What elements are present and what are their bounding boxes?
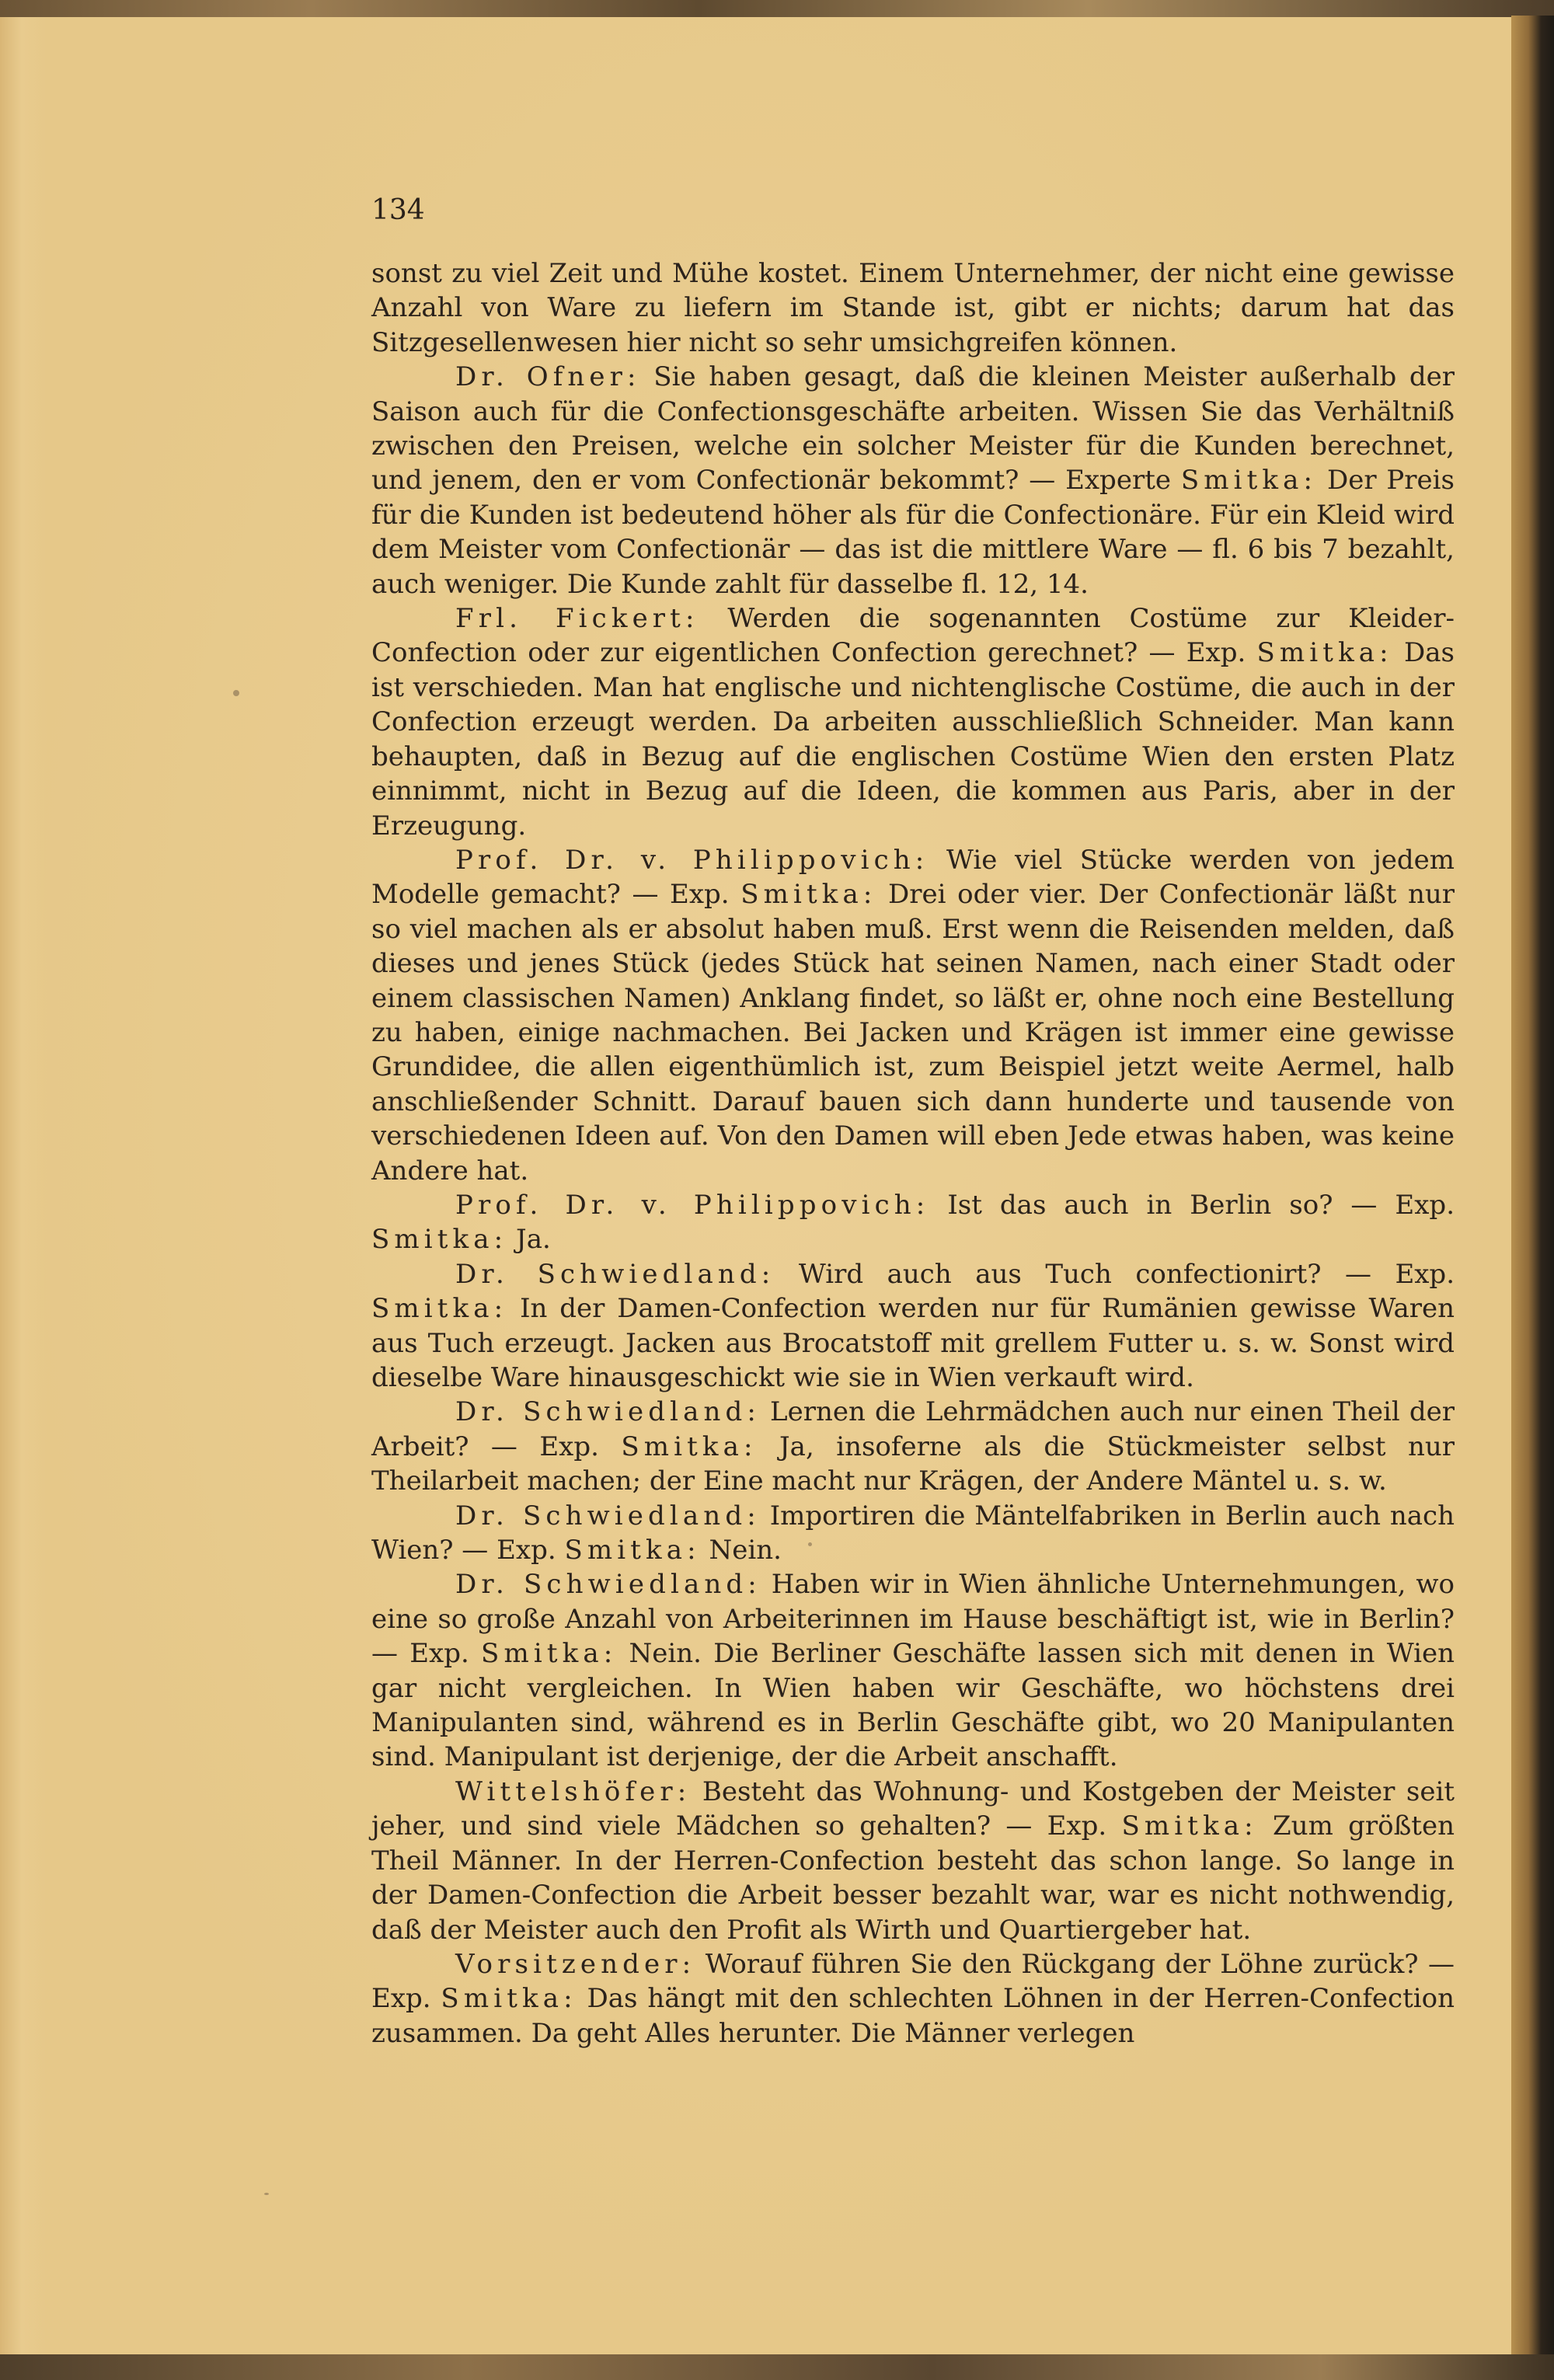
paragraph-text: Zum größten Theil Männer. In der Herren-Confection besteht das schon lange. So lange in der Damen-Confection die Arbeit besser bezahlt war, war es nicht nothwendig, daß der Meister auch den Profit als Wirth und Quartiergeber hat.: [371, 1810, 1455, 1946]
speaker-name: Smitka:: [481, 1638, 618, 1670]
paragraph-text: Worauf führen Sie den Rückgang der Löhne zurück? — Exp.: [371, 1948, 1455, 2015]
speaker-name: Dr. Schwiedland:: [455, 1500, 761, 1531]
speaker-name: Smitka:: [564, 1535, 701, 1566]
speaker-name: Vorsitzender:: [455, 1948, 696, 1980]
paragraph: [371, 256, 1455, 360]
speaker-name: Smitka:: [371, 1293, 508, 1325]
paragraph-text: Ja, insoferne als die Stückmeister selbst nur Theilarbeit machen; der Eine macht nur Krägen, der Andere Mäntel u. s. w.: [371, 1430, 1455, 1497]
paragraph-text: Nein.: [700, 1535, 782, 1566]
speaker-name: Dr. Schwiedland:: [455, 1258, 775, 1290]
speaker-name: Smitka:: [1121, 1810, 1258, 1842]
speaker-name: Dr. Schwiedland:: [455, 1396, 761, 1428]
speaker-name: Smitka:: [1256, 637, 1393, 669]
paragraph: [371, 1188, 1455, 1257]
paragraph-text: Ja.: [507, 1224, 551, 1256]
paragraph: [371, 601, 1455, 843]
paragraph: [371, 1947, 1455, 2051]
paragraph-text: sonst zu viel Zeit und Mühe kostet. Einem Unternehmer, der nicht eine gewisse Anzahl von Ware zu liefern im Stande ist, gibt er nichts; darum hat das Sitzgesellenwesen hier nicht so sehr umsichgreifen können.: [371, 258, 1455, 358]
paragraph-text: Haben wir in Wien ähnliche Unternehmungen, wo eine so große Anzahl von Arbeiterinnen im Hause beschäftigt ist, wie in Berlin? — Exp.: [371, 1569, 1455, 1670]
paragraph: [371, 1257, 1455, 1396]
body-text: [371, 256, 1455, 2051]
paragraph-text: Ist das auch in Berlin so? — Exp.: [929, 1189, 1455, 1221]
paragraph-text: Besteht das Wohnung- und Kostgeben der Meister seit jeher, und sind viele Mädchen so gehalten? — Exp.: [371, 1775, 1455, 1842]
paragraph-text: Wird auch aus Tuch confectionirt? — Exp.: [775, 1258, 1455, 1290]
paragraph-text: Importiren die Mäntelfabriken in Berlin auch nach Wien? — Exp.: [371, 1500, 1455, 1566]
paragraph-text: Lernen die Lehrmädchen auch nur einen Theil der Arbeit? — Exp.: [371, 1396, 1455, 1462]
paragraph-text: Das ist verschieden. Man hat englische und nichtenglische Costüme, die auch in der Confection erzeugt werden. Da arbeiten ausschließlich Schneider. Man kann behaupten, daß in Bezug auf die englischen Costüme Wien den ersten Platz einnimmt, nicht in Bezug auf die Ideen, die kommen aus Paris, aber in der Erzeugung.: [371, 637, 1455, 842]
speaker-name: Smitka:: [441, 1983, 577, 2015]
speaker-name: Smitka:: [621, 1430, 758, 1462]
paper-speck: [264, 2193, 269, 2195]
speaker-name: Wittelshöfer:: [455, 1775, 692, 1807]
paragraph: [371, 1499, 1455, 1568]
paragraph-text: Der Preis für die Kunden ist bedeutend höher als für die Confectionäre. Für ein Kleid wird dem Meister vom Confectionär — das ist die mittlere Ware — fl. 6 bis 7 bezahlt, auch weniger. Die Kunde zahlt für dasselbe fl. 12, 14.: [371, 465, 1455, 600]
paragraph-text: Drei oder vier. Der Confectionär läßt nur so viel machen als er absolut haben muß. Erst wenn die Reisenden melden, daß dieses und jenes Stück (jedes Stück hat seinen Namen, nach einer Stadt oder einem classischen Namen) Anklang findet, so läßt er, ohne noch eine Bestellung zu haben, einige nachmachen. Bei Jacken und Krägen ist immer eine gewisse Grundidee, die allen eigenthümlich ist, zum Beispiel jetzt weite Aermel, halb anschließender Schnitt. Darauf bauen sich dann hunderte und tausende von verschiedenen Ideen auf. Von den Damen will eben Jede etwas haben, was keine Andere hat.: [371, 879, 1455, 1187]
paper-speck: [233, 690, 239, 696]
speaker-name: Dr. Ofner:: [455, 361, 641, 393]
speaker-name: Frl. Fickert:: [455, 603, 699, 635]
page-number: 134: [371, 194, 425, 226]
paragraph-text: Sie haben gesagt, daß die kleinen Meister außerhalb der Saison auch für die Confectionsgeschäfte arbeiten. Wissen Sie das Verhältniß zwischen den Preisen, welche ein solcher Meister für die Kunden berechnet, und jenem, den er vom Confectionär bekommt? — Experte: [371, 361, 1455, 497]
paragraph: [371, 360, 1455, 601]
speaker-name: Prof. Dr. v. Philippovich:: [455, 844, 929, 876]
paragraph: [371, 843, 1455, 1188]
paragraph: [371, 1395, 1455, 1498]
speaker-name: Smitka:: [1180, 465, 1318, 497]
paragraph-text: Wie viel Stücke werden von jedem Modelle gemacht? — Exp.: [371, 844, 1455, 911]
scan-border-bottom: [0, 2354, 1554, 2380]
paragraph-text: Nein. Die Berliner Geschäfte lassen sich mit denen in Wien gar nicht vergleichen. In Wien haben wir Geschäfte, wo höchstens drei Manipulanten sind, während es in Berlin Geschäfte gibt, wo 20 Manipulanten sind. Manipulant ist derjenige, der die Arbeit anschafft.: [371, 1638, 1455, 1773]
paragraph-text: Werden die sogenannten Costüme zur Kleider-Confection oder zur eigentlichen Confection gerechnet? — Exp.: [371, 603, 1455, 669]
speaker-name: Smitka:: [740, 879, 877, 911]
page-edge-shadow: [1511, 16, 1554, 2362]
paragraph-text: In der Damen-Confection werden nur für Rumänien gewisse Waren aus Tuch erzeugt. Jacken aus Brocatstoff mit grellem Futter u. s. w. Sonst wird dieselbe Ware hinausgeschickt wie sie in Wien verkauft wird.: [371, 1293, 1455, 1393]
paragraph-text: Das hängt mit den schlechten Löhnen in der Herren-Confection zusammen. Da geht Alles herunter. Die Männer verlegen: [371, 1983, 1455, 2049]
paragraph: [371, 1775, 1455, 1947]
speaker-name: Dr. Schwiedland:: [455, 1569, 761, 1601]
speaker-name: Smitka:: [371, 1224, 508, 1256]
speaker-name: Prof. Dr. v. Philippovich:: [455, 1189, 930, 1221]
paragraph: [371, 1567, 1455, 1774]
